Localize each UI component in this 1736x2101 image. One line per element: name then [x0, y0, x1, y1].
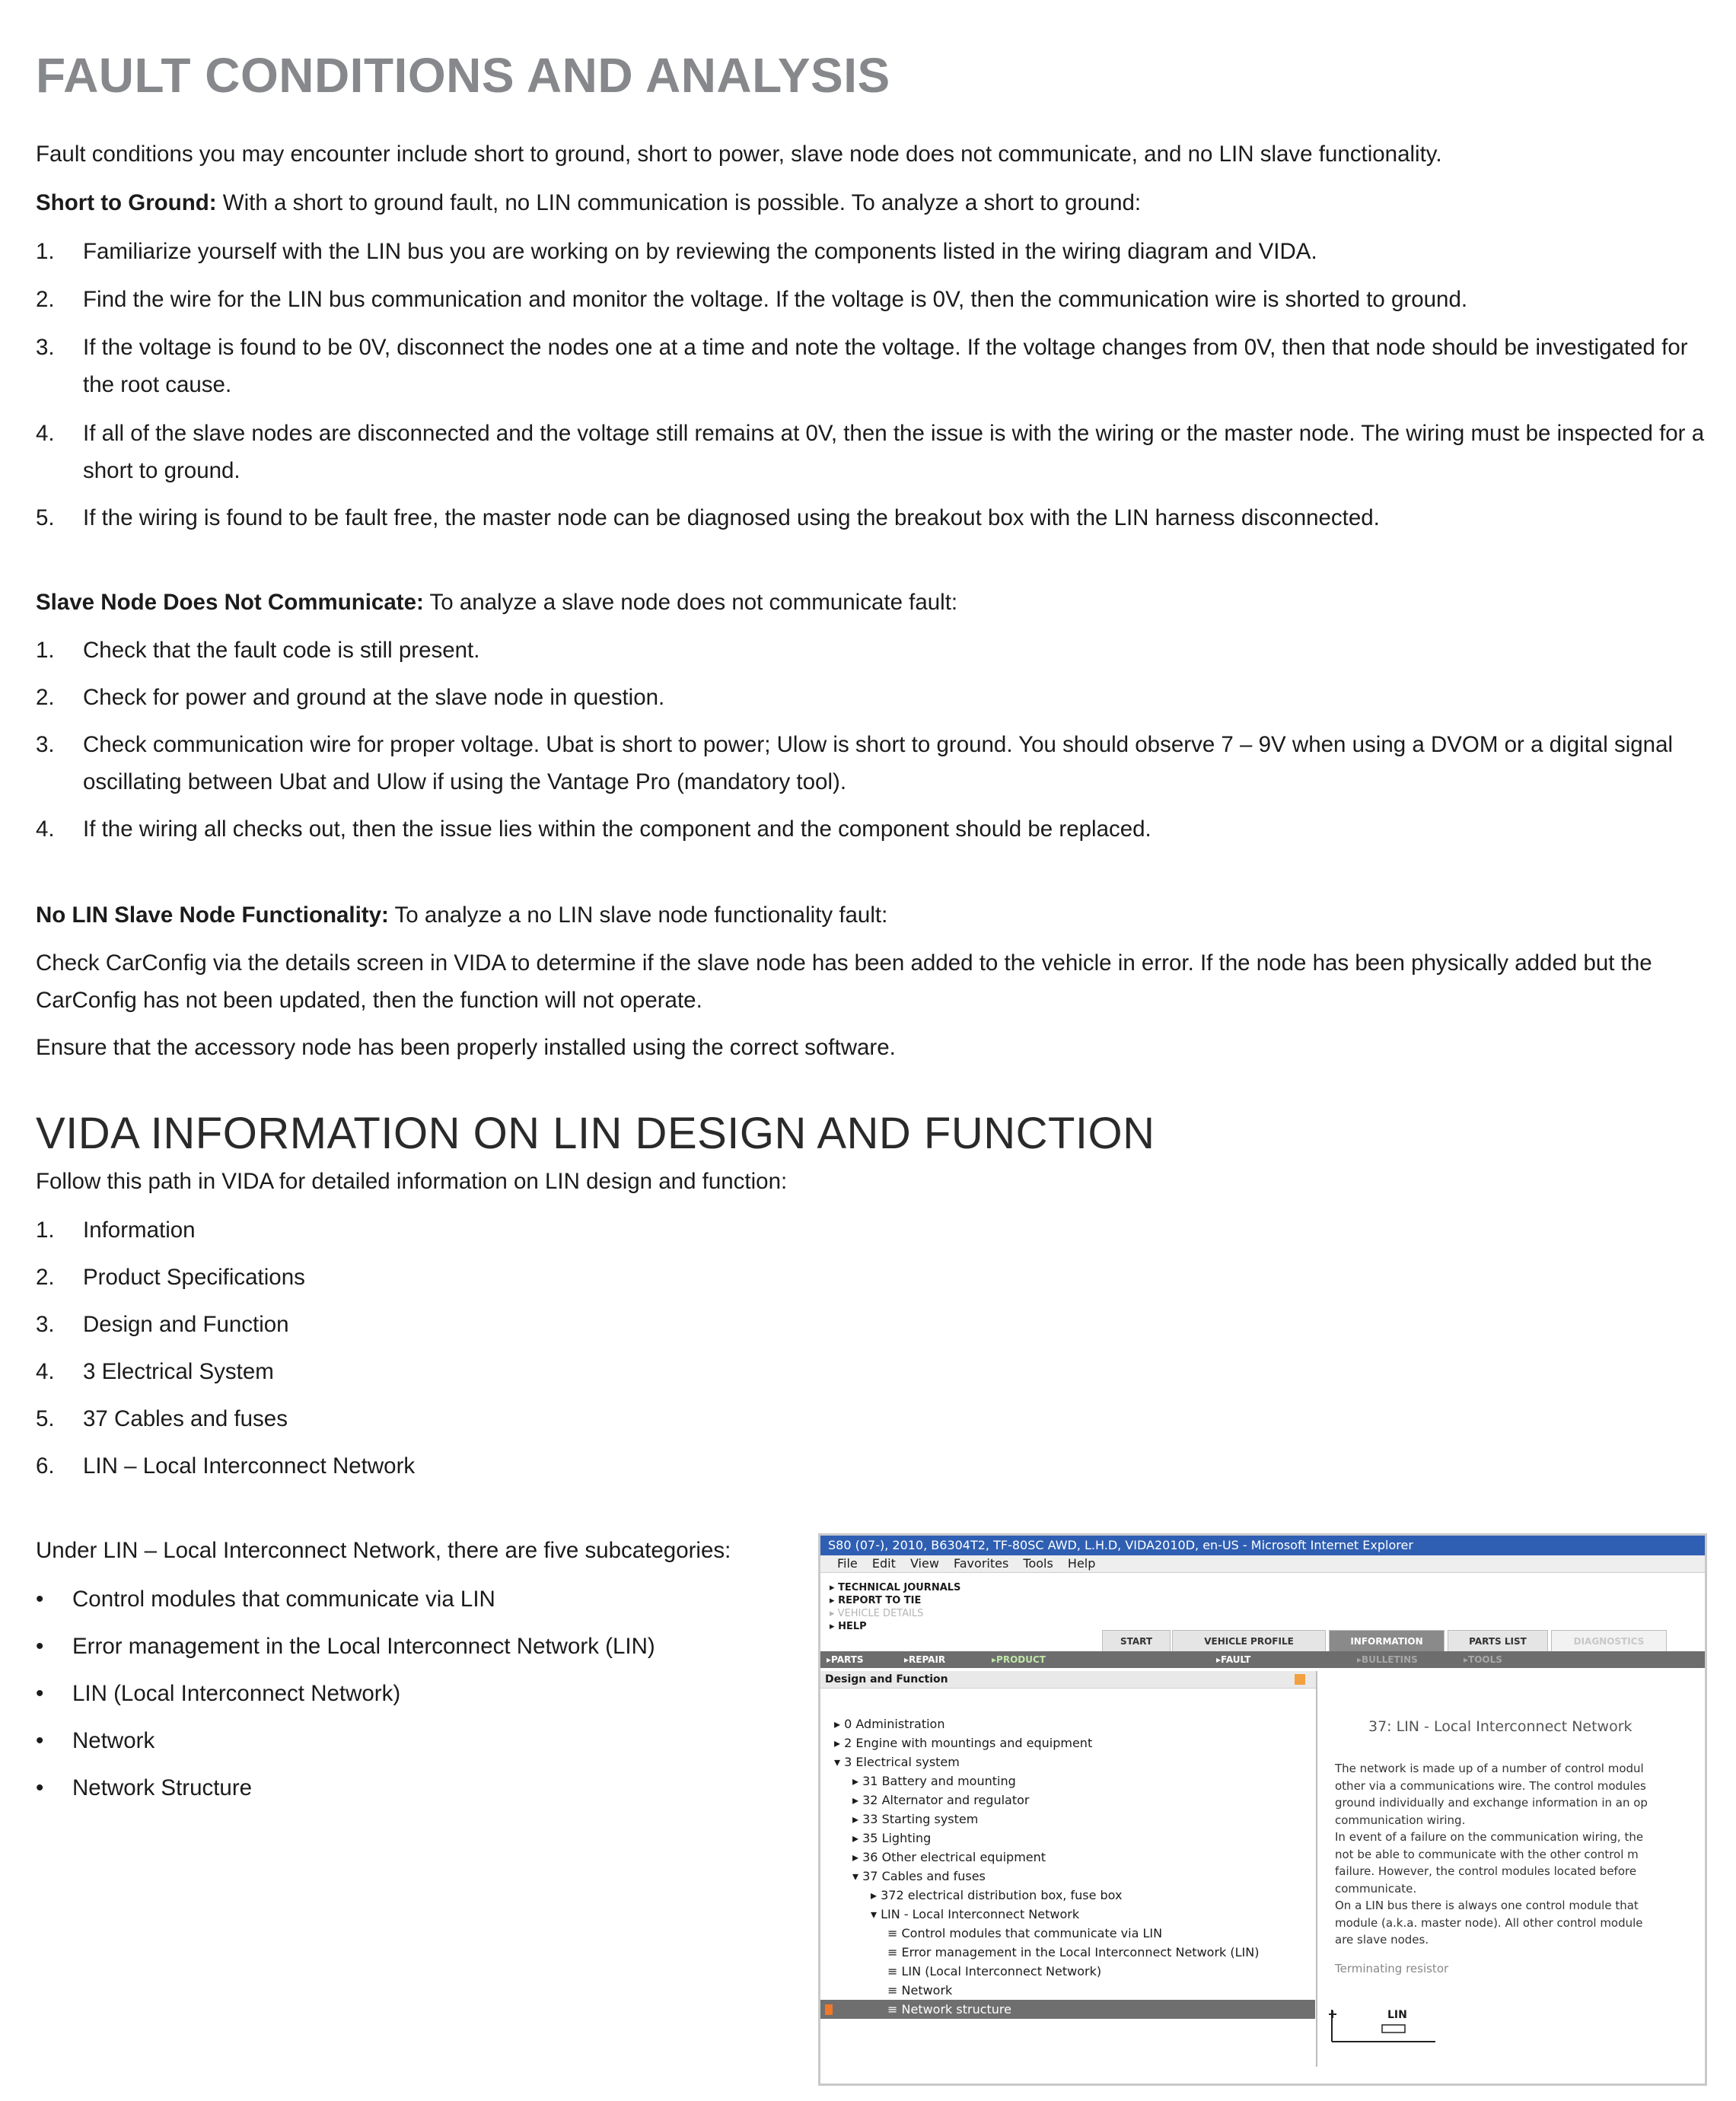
list-item: 5. If the wiring is found to be fault free, the master node can be diagnosed using the breakout box with the LIN harness disconnected.	[36, 505, 1380, 530]
tab-diagnostics[interactable]: DIAGNOSTICS	[1551, 1630, 1667, 1653]
panel-divider[interactable]	[1316, 1671, 1317, 2067]
menu-file[interactable]: File	[837, 1556, 858, 1571]
link-vehicle-details[interactable]: ▸ VEHICLE DETAILS	[830, 1608, 924, 1619]
content-body: The network is made up of a number of control modul other via a communications wire. The control modules ground individually and exchange information in an op communication wiring. In event of a failure on the communication wiring, the not be able to communicate with the other control m failure. However, the control modules located before communicate. On a LIN bus there is always one control module that module (a.k.a. master node). All other control module are slave nodes.	[1335, 1762, 1648, 1947]
list-item: 3. If the voltage is found to be 0V, disconnect the nodes one at a time and note the voltage. If the voltage changes from 0V, then that node should be investigated for the root cause.	[36, 335, 1688, 397]
slave-node-heading	[36, 584, 1710, 621]
slave-node-label: Slave Node Does Not Communicate:	[36, 590, 424, 615]
tree-item[interactable]: ▸ 36 Other electrical equipment	[852, 1850, 1046, 1864]
diagram-node	[1382, 2025, 1405, 2033]
tree-item[interactable]: ▸ 33 Starting system	[852, 1812, 979, 1826]
subnav-fault-tracing[interactable]: ▸ FAULT	[1216, 1654, 1251, 1665]
no-lin-label: No LIN Slave Node Functionality:	[36, 902, 389, 928]
vida-intro: Follow this path in VIDA for detailed information on LIN design and function:	[36, 1169, 788, 1194]
subnav-bulletins[interactable]: ▸ BULLETINS	[1357, 1654, 1418, 1665]
list-item: 1. Check that the fault code is still present.	[36, 638, 480, 663]
list-item: 2. Check for power and ground at the slave node in question.	[36, 685, 665, 710]
menu-view[interactable]: View	[909, 1556, 939, 1571]
bullet-item: • Network Structure	[36, 1775, 253, 1800]
no-lin-text: To analyze a no LIN slave node functionality fault:	[388, 902, 888, 928]
tree-item[interactable]: ≡ LIN (Local Interconnect Network)	[887, 1964, 1102, 1978]
list-item: 3. Check communication wire for proper voltage. Ubat is short to power; Ulow is short to ground. You should observe 7 – 9V when using a DVOM or a digital signal oscillating between Ubat and Ulow if using the Vantage Pro (mandatory tool).	[36, 732, 1674, 794]
top-links	[830, 1581, 960, 1633]
fault-intro: Fault conditions you may encounter include short to ground, short to power, slave node does not communicate, and no LIN slave functionality.	[36, 142, 1442, 167]
tree-item[interactable]: ▾ 3 Electrical system	[834, 1755, 960, 1769]
bullet-item: • LIN (Local Interconnect Network)	[36, 1681, 401, 1706]
tree-item[interactable]: ▸ 35 Lighting	[852, 1831, 932, 1845]
menu-favorites[interactable]: Favorites	[954, 1556, 1009, 1571]
panel-toggle-icon[interactable]	[1295, 1674, 1305, 1685]
link-help[interactable]: ▸ HELP	[830, 1621, 867, 1632]
subnav-repair[interactable]: ▸ REPAIR	[904, 1654, 946, 1665]
tree-item[interactable]: ▾ LIN - Local Interconnect Network	[871, 1907, 1080, 1921]
path-item: 6. LIN – Local Interconnect Network	[36, 1453, 416, 1479]
tree-item-selected[interactable]: ≡ Network structure	[820, 2000, 1315, 2019]
vida-section-title: VIDA INFORMATION ON LIN DESIGN AND FUNCTION	[36, 1109, 1155, 1158]
list-item: 4. If the wiring all checks out, then the issue lies within the component and the component should be replaced.	[36, 817, 1151, 842]
no-lin-paragraph-2: Ensure that the accessory node has been properly installed using the correct software.	[36, 1035, 896, 1060]
tree-item[interactable]: ≡ Error management in the Local Interconnect Network (LIN)	[887, 1945, 1260, 1959]
design-function-tree	[820, 1714, 1315, 2019]
tree-item[interactable]: ▸ 32 Alternator and regulator	[852, 1793, 1030, 1807]
subnav-product-specifications[interactable]: ▸ PRODUCT	[992, 1654, 1046, 1665]
window-title: S80 (07-), 2010, B6304T2, TF-80SC AWD, L.H.D, VIDA2010D, en-US - Microsoft Internet Explorer	[820, 1536, 1705, 1555]
path-item: 3. Design and Function	[36, 1312, 289, 1337]
path-item: 2. Product Specifications	[36, 1265, 305, 1290]
menu-edit[interactable]: Edit	[871, 1556, 896, 1571]
selection-marker	[825, 2004, 833, 2015]
tree-item[interactable]: ≡ Network	[887, 1983, 953, 1998]
tree-item[interactable]: ≡ Control modules that communicate via LIN	[887, 1926, 1163, 1940]
subnav-tools[interactable]: ▸ TOOLS	[1464, 1654, 1502, 1665]
tab-parts-list[interactable]: PARTS LIST	[1448, 1630, 1548, 1653]
path-item: 1. Information	[36, 1218, 196, 1243]
menu-bar	[820, 1555, 1705, 1573]
subcategories-intro: Under LIN – Local Interconnect Network, there are five subcategories:	[36, 1538, 731, 1563]
subnav-parts[interactable]: ▸ PARTS	[827, 1654, 864, 1665]
fault-section-title: FAULT CONDITIONS AND ANALYSIS	[36, 48, 890, 103]
path-item: 5. 37 Cables and fuses	[36, 1406, 288, 1431]
menu-help[interactable]: Help	[1067, 1556, 1096, 1571]
list-item: 4. If all of the slave nodes are disconnected and the voltage still remains at 0V, then the issue is with the wiring or the master node. The wiring must be inspected for a short to ground.	[36, 421, 1705, 483]
menu-tools[interactable]: Tools	[1023, 1556, 1053, 1571]
diagram-lin-label: LIN	[1387, 2009, 1407, 2021]
tab-vehicle-profile[interactable]: VEHICLE PROFILE	[1172, 1630, 1326, 1653]
no-lin-heading	[36, 896, 1710, 934]
bullet-item: • Control modules that communicate via LIN	[36, 1587, 495, 1612]
short-ground-text: With a short to ground fault, no LIN communication is possible. To analyze a short to ground:	[216, 190, 1142, 215]
tree-item[interactable]: ▸ 0 Administration	[834, 1717, 945, 1731]
content-title: 37: LIN - Local Interconnect Network	[1368, 1718, 1632, 1735]
bullet-item: • Network	[36, 1728, 155, 1753]
tree-header: Design and Function	[820, 1671, 1316, 1689]
short-ground-heading	[36, 184, 1710, 221]
short-ground-label: Short to Ground:	[36, 190, 217, 215]
link-technical-journals[interactable]: ▸ TECHNICAL JOURNALS	[830, 1582, 961, 1593]
lin-diagram	[1329, 2004, 1435, 2049]
tree-item[interactable]: ▸ 31 Battery and mounting	[852, 1774, 1016, 1788]
tree-item[interactable]: ▸ 2 Engine with mountings and equipment	[834, 1736, 1093, 1750]
tab-start[interactable]: START	[1102, 1630, 1171, 1653]
bullet-item: • Error management in the Local Interconnect Network (LIN)	[36, 1634, 655, 1659]
list-item: 2. Find the wire for the LIN bus communication and monitor the voltage. If the voltage is 0V, then the communication wire is shorted to ground.	[36, 287, 1468, 312]
no-lin-paragraph: Check CarConfig via the details screen in VIDA to determine if the slave node has been added to the vehicle in error. If the node has been physically added but the CarConfig has not been updated, then the function will not operate.	[36, 950, 1652, 1013]
tree-item[interactable]: ▾ 37 Cables and fuses	[852, 1869, 986, 1883]
sub-navigation	[820, 1651, 1705, 1668]
vida-screenshot	[818, 1533, 1707, 2086]
tree-item[interactable]: ▸ 372 electrical distribution box, fuse box	[871, 1888, 1123, 1902]
path-item: 4. 3 Electrical System	[36, 1359, 274, 1384]
list-item: 1. Familiarize yourself with the LIN bus you are working on by reviewing the components listed in the wiring diagram and VIDA.	[36, 239, 1317, 264]
link-report-to-tie[interactable]: ▸ REPORT TO TIE	[830, 1595, 922, 1606]
slave-node-text: To analyze a slave node does not communicate fault:	[423, 590, 958, 615]
tab-information[interactable]: INFORMATION	[1329, 1630, 1445, 1653]
terminating-resistor-label: Terminating resistor	[1335, 1962, 1449, 1975]
